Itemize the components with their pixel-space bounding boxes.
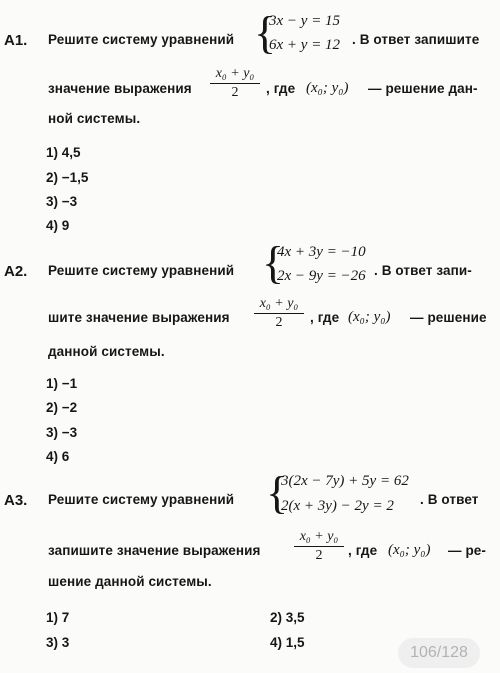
fraction-bar xyxy=(294,546,344,547)
fraction xyxy=(254,296,304,331)
fraction xyxy=(210,66,260,101)
question-text: , где xyxy=(310,310,340,325)
answer-option: 2) 3,5 xyxy=(270,610,305,625)
question-text: шите значение выражения xyxy=(48,310,230,325)
answer-option: 4) 9 xyxy=(46,218,70,233)
question-text: , где xyxy=(348,543,378,558)
question-text: . В ответ запишите xyxy=(352,32,480,47)
fraction-denominator: 2 xyxy=(231,85,239,101)
question-text: , где xyxy=(266,81,296,96)
fraction-denominator: 2 xyxy=(275,315,283,331)
answer-option: 3) −3 xyxy=(46,425,78,440)
system-brace: { xyxy=(262,237,285,288)
question-text: — решение дан- xyxy=(368,81,478,96)
page-counter: 106/128 xyxy=(410,644,468,661)
answer-option: 1) 7 xyxy=(46,610,70,625)
variable-pair: (x₀; y₀) xyxy=(348,309,391,325)
answer-option: 2) −2 xyxy=(46,400,78,415)
question-text: Решите систему уравнений xyxy=(48,32,235,47)
question-text: — решение xyxy=(410,310,487,325)
fraction-numerator: x₀ + y₀ xyxy=(215,66,255,81)
question-number: A1. xyxy=(4,32,28,49)
answer-option: 3) 3 xyxy=(46,635,70,650)
question-text: Решите систему уравнений xyxy=(48,263,235,278)
answer-option: 3) −3 xyxy=(46,194,78,209)
question-text: значение выражения xyxy=(48,81,192,96)
equation: 3(2x − 7y) + 5y = 62 xyxy=(281,473,409,489)
answer-option: 4) 6 xyxy=(46,449,70,464)
fraction-bar xyxy=(254,313,304,314)
answer-option: 1) 4,5 xyxy=(46,145,81,160)
question-number: А3. xyxy=(4,492,28,509)
fraction-bar xyxy=(210,83,260,84)
fraction-numerator: x₀ + y₀ xyxy=(259,296,299,311)
fraction xyxy=(294,529,344,564)
system-brace: { xyxy=(254,7,277,58)
fraction-numerator: x₀ + y₀ xyxy=(299,529,339,544)
equation: 3x − y = 15 xyxy=(269,13,341,29)
variable-pair: (x₀; y₀) xyxy=(306,80,349,96)
answer-option: 1) −1 xyxy=(46,376,78,391)
question-text: запишите значение выражения xyxy=(48,543,261,558)
question-number: А2. xyxy=(4,263,28,280)
question-text: . В ответ запи- xyxy=(374,263,472,278)
question-text: — ре- xyxy=(448,543,487,558)
question-text: . В ответ xyxy=(420,492,479,507)
question-text: шение данной системы. xyxy=(48,574,212,589)
question-text: ной системы. xyxy=(48,111,141,126)
variable-pair: (x₀; y₀) xyxy=(388,542,431,558)
page-counter-badge xyxy=(398,638,480,668)
system-brace: { xyxy=(266,467,289,518)
answer-option: 4) 1,5 xyxy=(270,635,305,650)
equation: 6x + y = 12 xyxy=(269,37,341,53)
equation: 2x − 9y = −26 xyxy=(277,268,366,284)
question-text: данной системы. xyxy=(48,344,165,359)
equation: 4x + 3y = −10 xyxy=(277,244,366,260)
question-text: Решите систему уравнений xyxy=(48,492,235,507)
equation: 2(x + 3y) − 2y = 2 xyxy=(281,498,394,514)
fraction-denominator: 2 xyxy=(315,548,323,564)
answer-option: 2) −1,5 xyxy=(46,170,89,185)
